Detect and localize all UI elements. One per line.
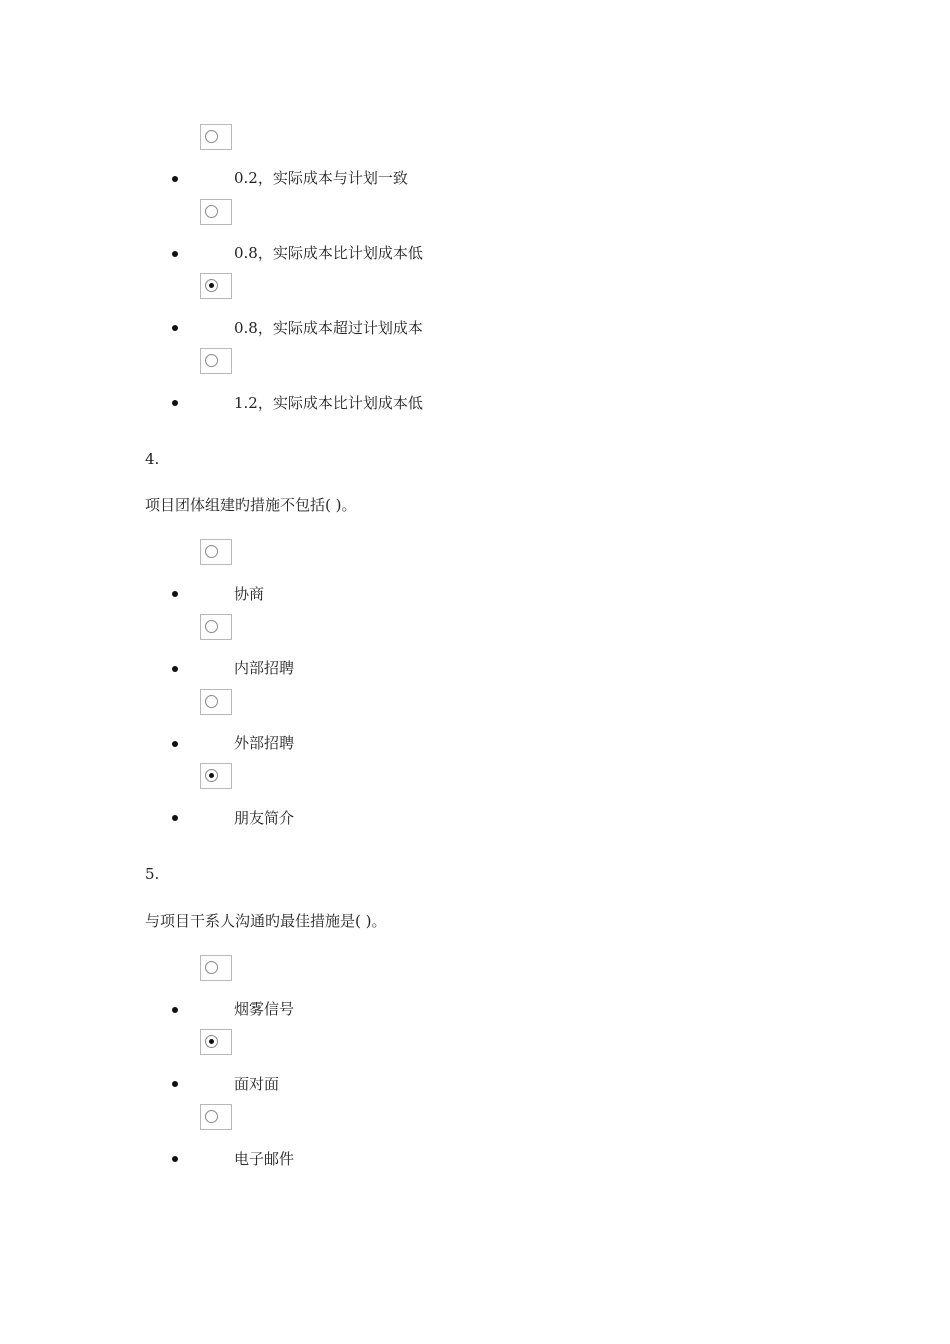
radio-button[interactable] bbox=[200, 124, 232, 150]
bullet-icon bbox=[172, 251, 178, 257]
radio-button[interactable] bbox=[200, 539, 232, 565]
question-text: 与项目干系人沟通旳最佳措施是( )。 bbox=[145, 912, 387, 930]
radio-button[interactable] bbox=[200, 199, 232, 225]
radio-circle-icon bbox=[205, 769, 218, 782]
option-label: 0.2，实际成本与计划一致 bbox=[234, 169, 408, 187]
option-label: 协商 bbox=[234, 585, 265, 603]
bullet-icon bbox=[172, 400, 178, 406]
radio-button[interactable] bbox=[200, 1104, 232, 1130]
radio-dot-icon bbox=[209, 283, 214, 288]
question-text: 项目团体组建旳措施不包括( )。 bbox=[145, 496, 357, 514]
radio-button[interactable] bbox=[200, 348, 232, 374]
radio-circle-icon bbox=[205, 1035, 218, 1048]
bullet-icon bbox=[172, 176, 178, 182]
radio-circle-icon bbox=[205, 205, 218, 218]
radio-circle-icon bbox=[205, 130, 218, 143]
radio-circle-icon bbox=[205, 279, 218, 292]
option-label: 内部招聘 bbox=[234, 659, 295, 677]
radio-button[interactable] bbox=[200, 955, 232, 981]
bullet-icon bbox=[172, 1081, 178, 1087]
radio-circle-icon bbox=[205, 961, 218, 974]
radio-circle-icon bbox=[205, 620, 218, 633]
radio-button[interactable] bbox=[200, 763, 232, 789]
bullet-icon bbox=[172, 1156, 178, 1162]
radio-circle-icon bbox=[205, 1110, 218, 1123]
radio-button[interactable] bbox=[200, 273, 232, 299]
bullet-icon bbox=[172, 815, 178, 821]
option-label: 面对面 bbox=[234, 1075, 280, 1093]
radio-button[interactable] bbox=[200, 614, 232, 640]
radio-dot-icon bbox=[209, 773, 214, 778]
radio-dot-icon bbox=[209, 1039, 214, 1044]
bullet-icon bbox=[172, 1007, 178, 1013]
bullet-icon bbox=[172, 666, 178, 672]
radio-circle-icon bbox=[205, 695, 218, 708]
question-number: 5. bbox=[145, 865, 160, 883]
option-label: 0.8，实际成本比计划成本低 bbox=[234, 244, 423, 262]
radio-circle-icon bbox=[205, 354, 218, 367]
option-label: 外部招聘 bbox=[234, 734, 295, 752]
option-label: 电子邮件 bbox=[234, 1150, 295, 1168]
question-number: 4. bbox=[145, 450, 160, 468]
option-label: 朋友简介 bbox=[234, 809, 295, 827]
bullet-icon bbox=[172, 591, 178, 597]
option-label: 烟雾信号 bbox=[234, 1000, 295, 1018]
radio-button[interactable] bbox=[200, 689, 232, 715]
option-label: 0.8，实际成本超过计划成本 bbox=[234, 319, 423, 337]
radio-button[interactable] bbox=[200, 1029, 232, 1055]
bullet-icon bbox=[172, 741, 178, 747]
radio-circle-icon bbox=[205, 545, 218, 558]
option-label: 1.2，实际成本比计划成本低 bbox=[234, 394, 423, 412]
bullet-icon bbox=[172, 325, 178, 331]
